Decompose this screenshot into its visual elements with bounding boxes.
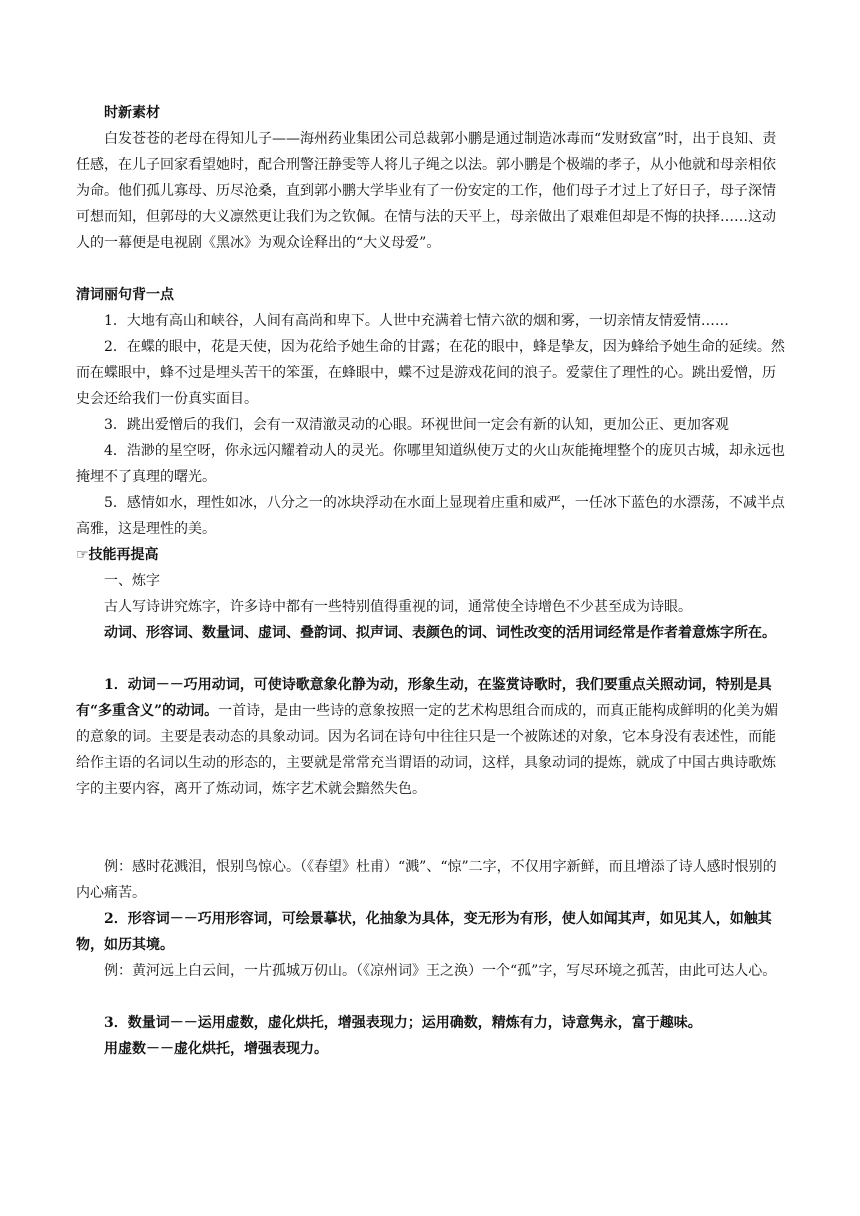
word-types-paragraph: 动词、形容词、数量词、虚词、叠韵词、拟声词、表颜色的词、词性改变的活用词经常是作者着意炼字所在。 [104, 625, 776, 641]
section-heading-skills [76, 542, 786, 568]
verb-rule: 1．动词－－巧用动词，可使诗歌意象化静为动，形象生动，在鉴赏诗歌时，我们要重点关照动词，特别是具有“多重含义”的动词。 [76, 677, 772, 719]
section-heading-phrases: 清词丽句背一点 [76, 287, 174, 303]
numeral-sub-rule: 用虚数－－虚化烘托，增强表现力。 [104, 1041, 328, 1057]
phrase-item-5: 5．感情如水，理性如冰，八分之一的冰块浮动在水面上显现着庄重和威严，一任冰下蓝色的水漂荡，不减半点高雅，这是理性的美。 [76, 495, 785, 537]
phrase-item-2: 2．在蝶的眼中，花是天使，因为花给予她生命的甘露；在花的眼中，蜂是挚友，因为蜂给予她生命的延续。然而在蝶眼中，蜂不过是埋头苦干的笨蛋，在蜂眼中，蝶不过是游戏花间的浪子。爱蒙住了理性的心。跳出爱憎，历史会还给我们一份真实面目。 [76, 339, 785, 407]
phrase-item-1: 1．大地有高山和峡谷，人间有高尚和卑下。人世中充满着七情六欲的烟和雾，一切亲情友情爱情…… [104, 313, 729, 329]
verb-explanation: 一首诗，是由一些诗的意象按照一定的艺术构思组合而成的，而真正能构成鲜明的化美为媚的意象的词。主要是表动态的具象动词。因为名词在诗句中往往只是一个被陈述的对象，它本身没有表述性，而能给作主语的名词以生动的形态的，主要就是常常充当谓语的动词，这样，具象动词的提炼，就成了中国古典诗歌炼字的主要内容，离开了炼动词，炼字艺术就会黯然失色。 [76, 703, 779, 797]
numeral-rule: 3．数量词－－运用虚数，虚化烘托，增强表现力；运用确数，精炼有力，诗意隽永，富于趣味。 [104, 1015, 702, 1031]
intro-paragraph: 古人写诗讲究炼字，许多诗中都有一些特别值得重视的词，通常使全诗增色不少甚至成为诗眼。 [104, 599, 692, 615]
subsection-heading-lianzi: 一、炼字 [104, 573, 160, 589]
news-paragraph: 白发苍苍的老母在得知儿子——海州药业集团公司总裁郭小鹏是通过制造冰毒而“发财致富”时，出于良知、责任感，在儿子回家看望她时，配合刑警汪静雯等人将儿子绳之以法。郭小鹏是个极端的孝子，从小他就和母亲相依为命。他们孤儿寡母、历尽沧桑，直到郭小鹏大学毕业有了一份安定的工作，他们母子才过上了好日子，母子深情可想而知，但郭母的大义凛然更让我们为之钦佩。在情与法的天平上，母亲做出了艰难但却是不悔的抉择……这动人的一幕便是电视剧《黑冰》为观众诠释出的“大义母爱”。 [76, 131, 777, 251]
phrase-item-4: 4．浩渺的星空呀，你永远闪耀着动人的灵光。你哪里知道纵使万丈的火山灰能掩埋整个的庞贝古城，却永远也掩埋不了真理的曙光。 [76, 443, 785, 485]
adjective-example: 例：黄河远上白云间，一片孤城万仞山。（《凉州词》王之涣）一个“孤”字，写尽环境之孤苦，由此可达人心。 [104, 963, 777, 979]
section-heading-news: 时新素材 [104, 105, 160, 121]
adjective-rule: 2．形容词－－巧用形容词，可绘景摹状，化抽象为具体，变无形为有形，使人如闻其声，如见其人，如触其物，如历其境。 [76, 911, 772, 953]
verb-paragraph [76, 672, 786, 802]
pointing-hand-icon: ☞ [76, 547, 89, 563]
skills-heading-text: 技能再提高 [88, 547, 159, 563]
phrase-item-3: 3．跳出爱憎后的我们，会有一双清澈灵动的心眼。环视世间一定会有新的认知，更加公正、更加客观 [104, 417, 729, 433]
verb-example: 例：感时花溅泪，恨别鸟惊心。（《春望》杜甫）“溅”、“惊”二字，不仅用字新鲜，而且增添了诗人感时恨别的内心痛苦。 [76, 859, 777, 901]
